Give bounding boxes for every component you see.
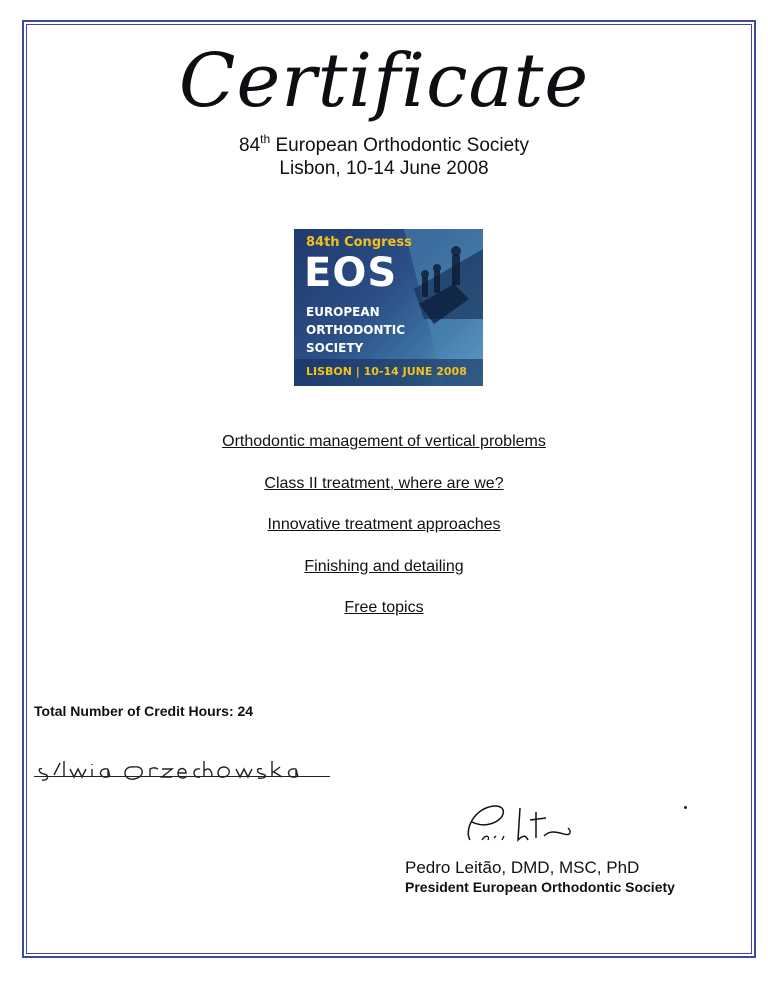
event-name: European Orthodontic Society — [275, 135, 529, 156]
topic-item: Class II treatment, where are we? — [264, 474, 504, 492]
president-signature — [460, 800, 580, 846]
credit-hours: Total Number of Credit Hours: 24 — [34, 703, 254, 719]
logo-acronym: EOS — [304, 250, 398, 296]
ink-dot — [684, 806, 687, 809]
event-title — [0, 132, 768, 157]
topic-item: Free topics — [344, 599, 424, 616]
participant-signature — [34, 755, 334, 787]
logo-line-society: SOCIETY — [306, 341, 364, 355]
topics-list — [0, 430, 768, 638]
certificate-title: Certificate — [178, 38, 590, 124]
president-title: President European Orthodontic Society — [405, 879, 675, 895]
president-name: Pedro Leitão, DMD, MSC, PhD — [405, 858, 640, 877]
logo-location-date: LISBON | 10-14 JUNE 2008 — [306, 365, 467, 378]
event-ordinal-suffix: th — [260, 132, 271, 146]
participant-signature-line — [34, 776, 330, 777]
eos-congress-logo — [294, 229, 483, 386]
topic-item: Innovative treatment approaches — [267, 516, 501, 533]
logo-line-european: EUROPEAN — [306, 305, 380, 319]
topic-item: Finishing and detailing — [304, 557, 464, 575]
topic-item: Orthodontic management of vertical problems — [222, 433, 546, 450]
logo-congress-label: 84th Congress — [306, 235, 412, 250]
logo-line-orthodontic: ORTHODONTIC — [306, 323, 405, 337]
event-number: 84 — [239, 135, 261, 156]
event-location-date: Lisbon, 10-14 June 2008 — [279, 158, 489, 179]
